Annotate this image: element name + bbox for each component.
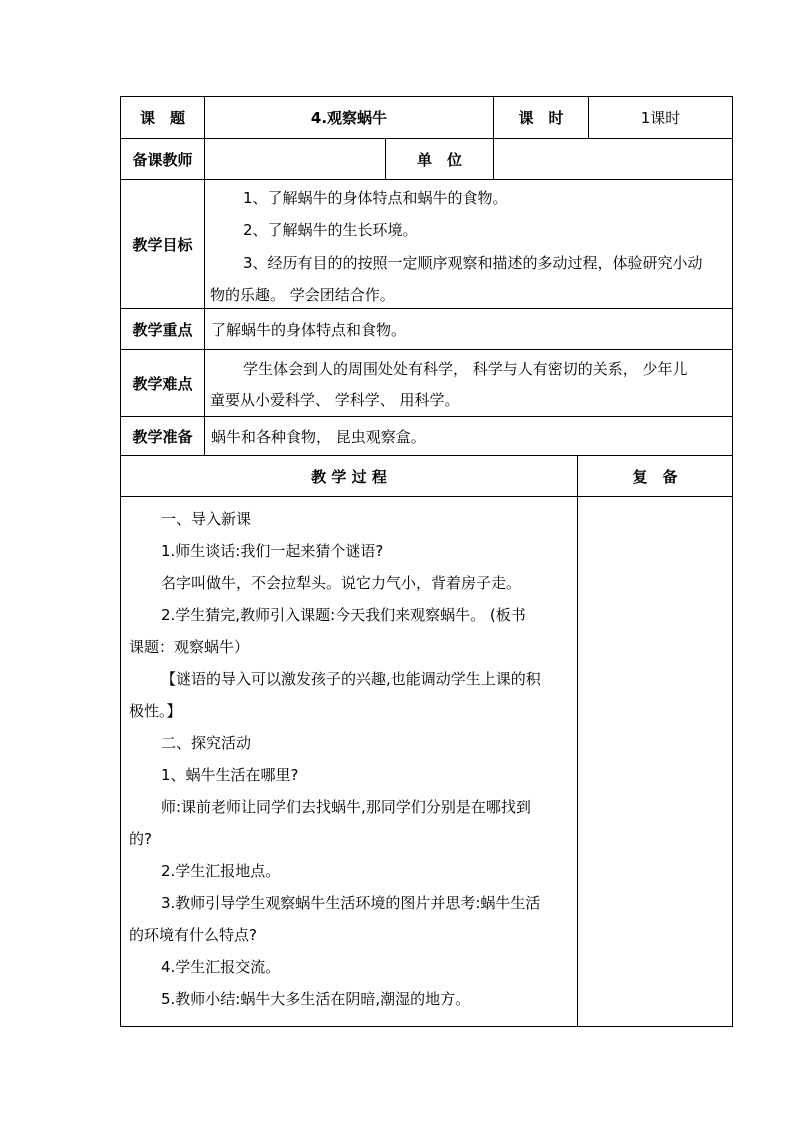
process-line: 师:课前老师让同学们去找蜗牛,那同学们分别是在哪找到 bbox=[161, 798, 531, 816]
process-line: 极性。】 bbox=[129, 702, 182, 720]
preparation-text: 蜗牛和各种食物， 昆虫观察盒。 bbox=[204, 416, 733, 456]
process-header: 教 学 过 程 bbox=[120, 455, 578, 497]
process-line: 的? bbox=[129, 830, 152, 848]
difficulty-line: 童要从小爱科学、 学科学、 用科学。 bbox=[210, 391, 460, 409]
review-header: 复 备 bbox=[577, 455, 733, 497]
process-line: 【谜语的导入可以激发孩子的兴趣,也能调动学生上课的积 bbox=[161, 670, 541, 688]
goal-line: 1、了解蜗牛的身体特点和蜗牛的食物。 bbox=[243, 189, 508, 207]
process-line: 一、导入新课 bbox=[161, 510, 252, 528]
topic-value: 4.观察蜗牛 bbox=[204, 96, 494, 139]
review-body bbox=[577, 496, 733, 1027]
goal-line: 2、了解蜗牛的生长环境。 bbox=[243, 221, 418, 239]
difficulty-line: 学生体会到人的周围处处有科学， 科学与人有密切的关系， 少年儿 bbox=[243, 360, 688, 378]
teacher-label: 备课教师 bbox=[120, 138, 205, 180]
process-line: 4.学生汇报交流。 bbox=[161, 958, 281, 976]
difficulties-content bbox=[204, 349, 733, 417]
process-line: 5.教师小结:蜗牛大多生活在阴暗,潮湿的地方。 bbox=[161, 990, 471, 1008]
preparation-label: 教学准备 bbox=[120, 416, 205, 456]
process-line: 课题：观察蜗牛） bbox=[129, 638, 250, 656]
period-value: 1课时 bbox=[588, 96, 733, 139]
period-label: 课 时 bbox=[493, 96, 589, 139]
process-line: 3.教师引导学生观察蜗牛生活环境的图片并思考:蜗牛生活 bbox=[161, 894, 541, 912]
teacher-value bbox=[204, 138, 386, 180]
key-points-label: 教学重点 bbox=[120, 308, 205, 350]
process-line: 1.师生谈话:我们一起来猜个谜语? bbox=[161, 542, 384, 560]
difficulties-label: 教学难点 bbox=[120, 349, 205, 417]
topic-label: 课 题 bbox=[120, 96, 205, 139]
goal-line: 物的乐趣。 学会团结合作。 bbox=[210, 286, 395, 304]
process-line: 2.学生汇报地点。 bbox=[161, 862, 281, 880]
key-points-text: 了解蜗牛的身体特点和食物。 bbox=[204, 308, 733, 350]
goals-label: 教学目标 bbox=[120, 179, 205, 309]
goal-line: 3、经历有目的的按照一定顺序观察和描述的多动过程，体验研究小动 bbox=[243, 254, 703, 272]
process-line: 2.学生猜完,教师引入课题:今天我们来观察蜗牛。 (板书 bbox=[161, 606, 526, 624]
process-line: 的环境有什么特点? bbox=[129, 926, 257, 944]
goals-content bbox=[204, 179, 733, 309]
unit-label: 单 位 bbox=[385, 138, 494, 180]
process-line: 1、蜗牛生活在哪里? bbox=[161, 766, 299, 784]
unit-value bbox=[493, 138, 733, 180]
process-body bbox=[120, 496, 578, 1027]
process-line: 二、探究活动 bbox=[161, 734, 252, 752]
process-line: 名字叫做牛，不会拉犁头。说它力气小，背着房子走。 bbox=[161, 574, 522, 592]
